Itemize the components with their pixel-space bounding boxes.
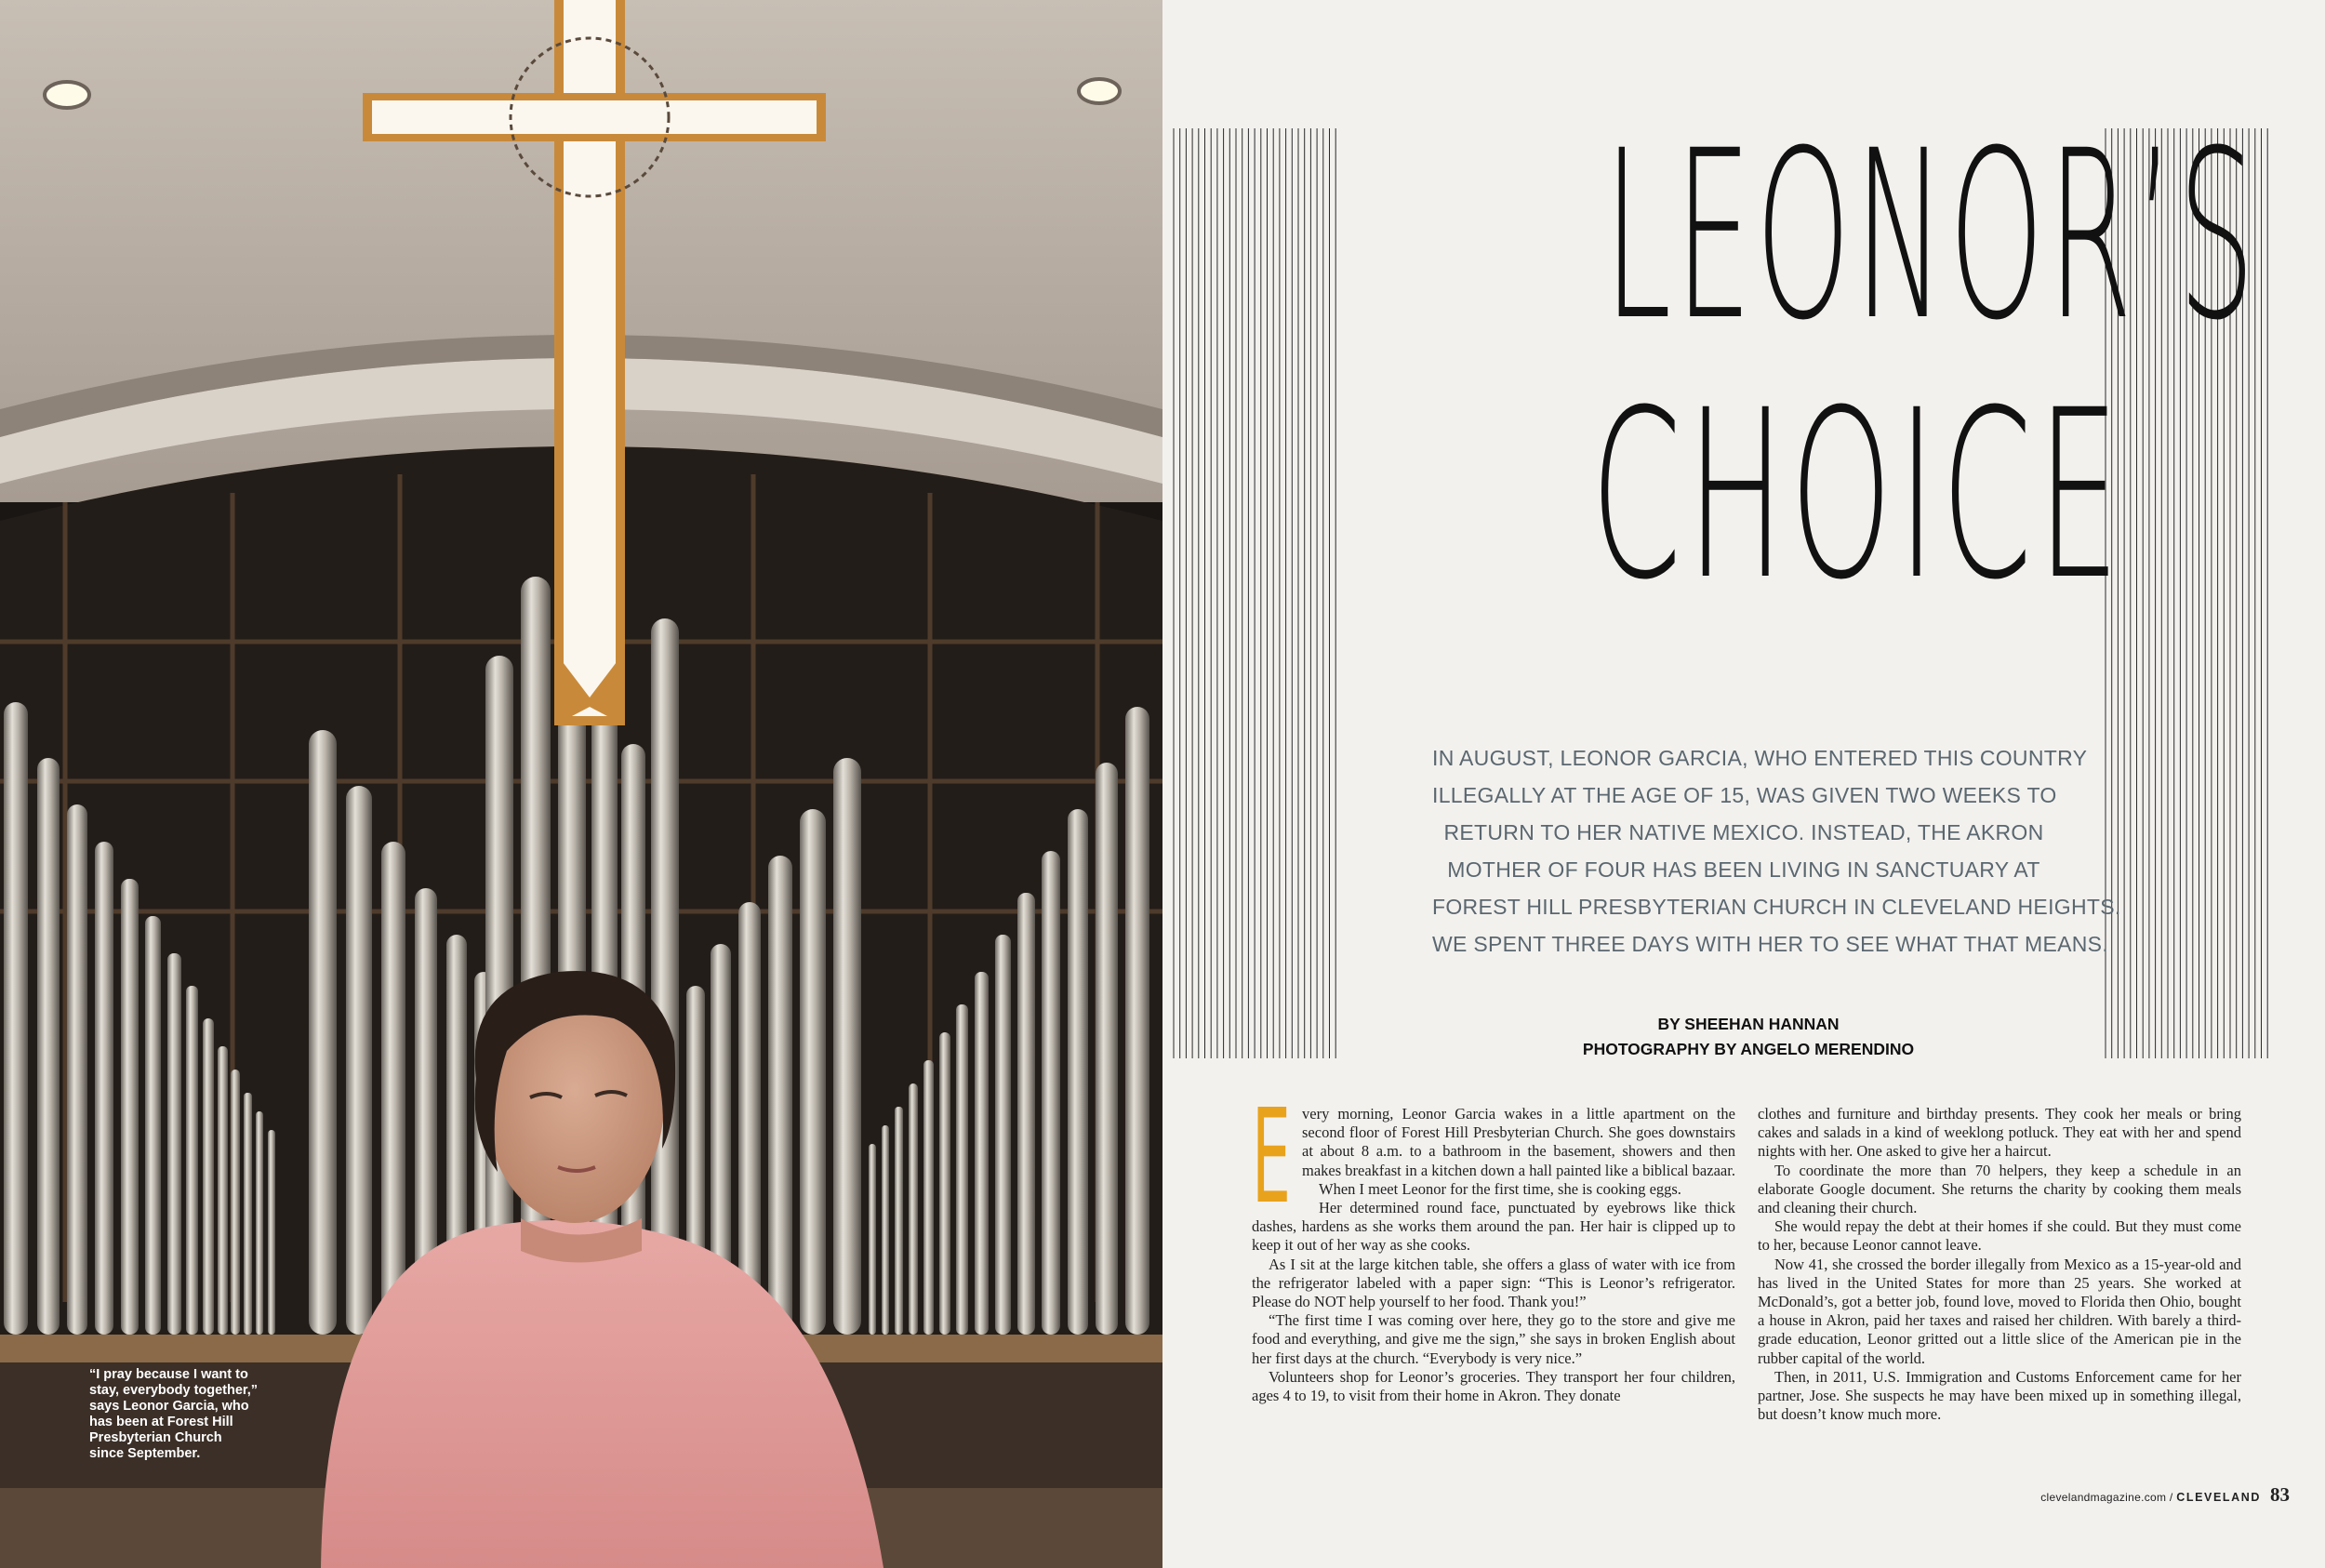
body-paragraph: Now 41, she crossed the border illegally from Mexico as a 15-year-old and has lived in the United States for more than 25 years. She worked at McDonald’s, got a better job, found love, moved to Florida then Ohio, bought a house in Akron, paid her taxes and raised her children. With barely a third-grade education, Leonor gritted out a little slice of the American pie in the rubber capital of the world. [1758,1255,2241,1367]
headline-line-1: LEONOR’S [1603,100,2259,371]
footer-separator: / [2166,1491,2177,1504]
church-organ-photo [0,0,1162,1568]
caption-text: “I pray because I want to stay, everybody together,” says Leonor Garcia, who has been at Forest Hill Presbyterian Church since September. [89,1367,259,1461]
body-paragraph: clothes and furniture and birthday presents. They cook her meals or bring cakes and salads in a kind of weeklong potluck. They eat with her and spend nights with her. One asked to give her a haircut. [1758,1105,2241,1161]
dek-line: ILLEGALLY AT THE AGE OF 15, WAS GIVEN TWO WEEKS TO [1432,783,2057,807]
body-paragraph: As I sit at the large kitchen table, she offers a glass of water with ice from the refrigerator labeled with a paper sign: “This is Leonor’s refrigerator. Please do NOT help yourself to her food. Thank you!” [1252,1255,1735,1311]
headline [1443,100,2259,631]
body-paragraph: Her determined round face, punctuated by eyebrows like thick dashes, hardens as she works them around the pan. Her hair is clipped up to keep it out of her way as she cooks. [1252,1199,1735,1255]
page-number: 83 [2270,1483,2290,1506]
paragraph-text: very morning, Leonor Garcia wakes in a little apartment on the second floor of Forest Hill Presbyterian Church. She goes downstairs at about 8 a.m. to a bathroom in the basement, showers and then makes breakfast in a kitchen down a hall painted like a biblical bazaar. [1302,1105,1735,1179]
page-footer [2000,1483,2290,1507]
author-byline: BY SHEEHAN HANNAN [1657,1015,1840,1033]
body-paragraph: Then, in 2011, U.S. Immigration and Customs Enforcement came for her partner, Jose. She suspects he may have been mixed up in something illegal, but doesn’t know much more. [1758,1367,2241,1424]
decorative-rules-left [1172,128,1341,1058]
body-paragraph: Volunteers shop for Leonor’s groceries. They transport her four children, ages 4 to 19, to visit from their home in Akron. They donate [1252,1367,1735,1405]
body-paragraph: To coordinate the more than 70 helpers, they keep a schedule in an elaborate Google document. She returns the charity by cooking them meals and cleaning their church. [1758,1161,2241,1217]
body-column-1 [1252,1082,1735,1405]
dek-line: WE SPENT THREE DAYS WITH HER TO SEE WHAT THAT MEANS. [1432,932,2109,956]
byline-block [1516,1012,1981,1062]
photo-illustration [0,0,1162,1568]
body-paragraph: When I meet Leonor for the first time, she is cooking eggs. [1319,1179,1681,1198]
body-paragraph: “The first time I was coming over here, they go to the store and give me food and everything, and give me the sign,” she says in broken English about her first days at the church. “Everybody is very nice.” [1252,1311,1735,1367]
drop-cap [1252,1082,1293,1233]
footer-magazine-name: CLEVELAND [2176,1491,2261,1504]
photo-credit: PHOTOGRAPHY BY ANGELO MERENDINO [1582,1040,1915,1058]
dek-line: RETURN TO HER NATIVE MEXICO. INSTEAD, THE AKRON [1443,820,2044,844]
dek [1432,739,2121,963]
headline-line-2: CHOICE [1590,360,2125,631]
footer-website: clevelandmagazine.com [2040,1491,2167,1504]
dek-line: MOTHER OF FOUR HAS BEEN LIVING IN SANCTUARY AT [1447,857,2040,882]
article-page [1162,0,2325,1568]
body-column-2 [1758,1105,2241,1424]
photo-caption [89,1367,266,1462]
dek-line: FOREST HILL PRESBYTERIAN CHURCH IN CLEVELAND HEIGHTS. [1432,895,2121,919]
drop-cap-letter: E [1252,1082,1291,1233]
body-paragraph: She would repay the debt at their homes if she could. But they must come to her, because Leonor cannot leave. [1758,1217,2241,1255]
dek-line: IN AUGUST, LEONOR GARCIA, WHO ENTERED THIS COUNTRY [1432,746,2088,770]
